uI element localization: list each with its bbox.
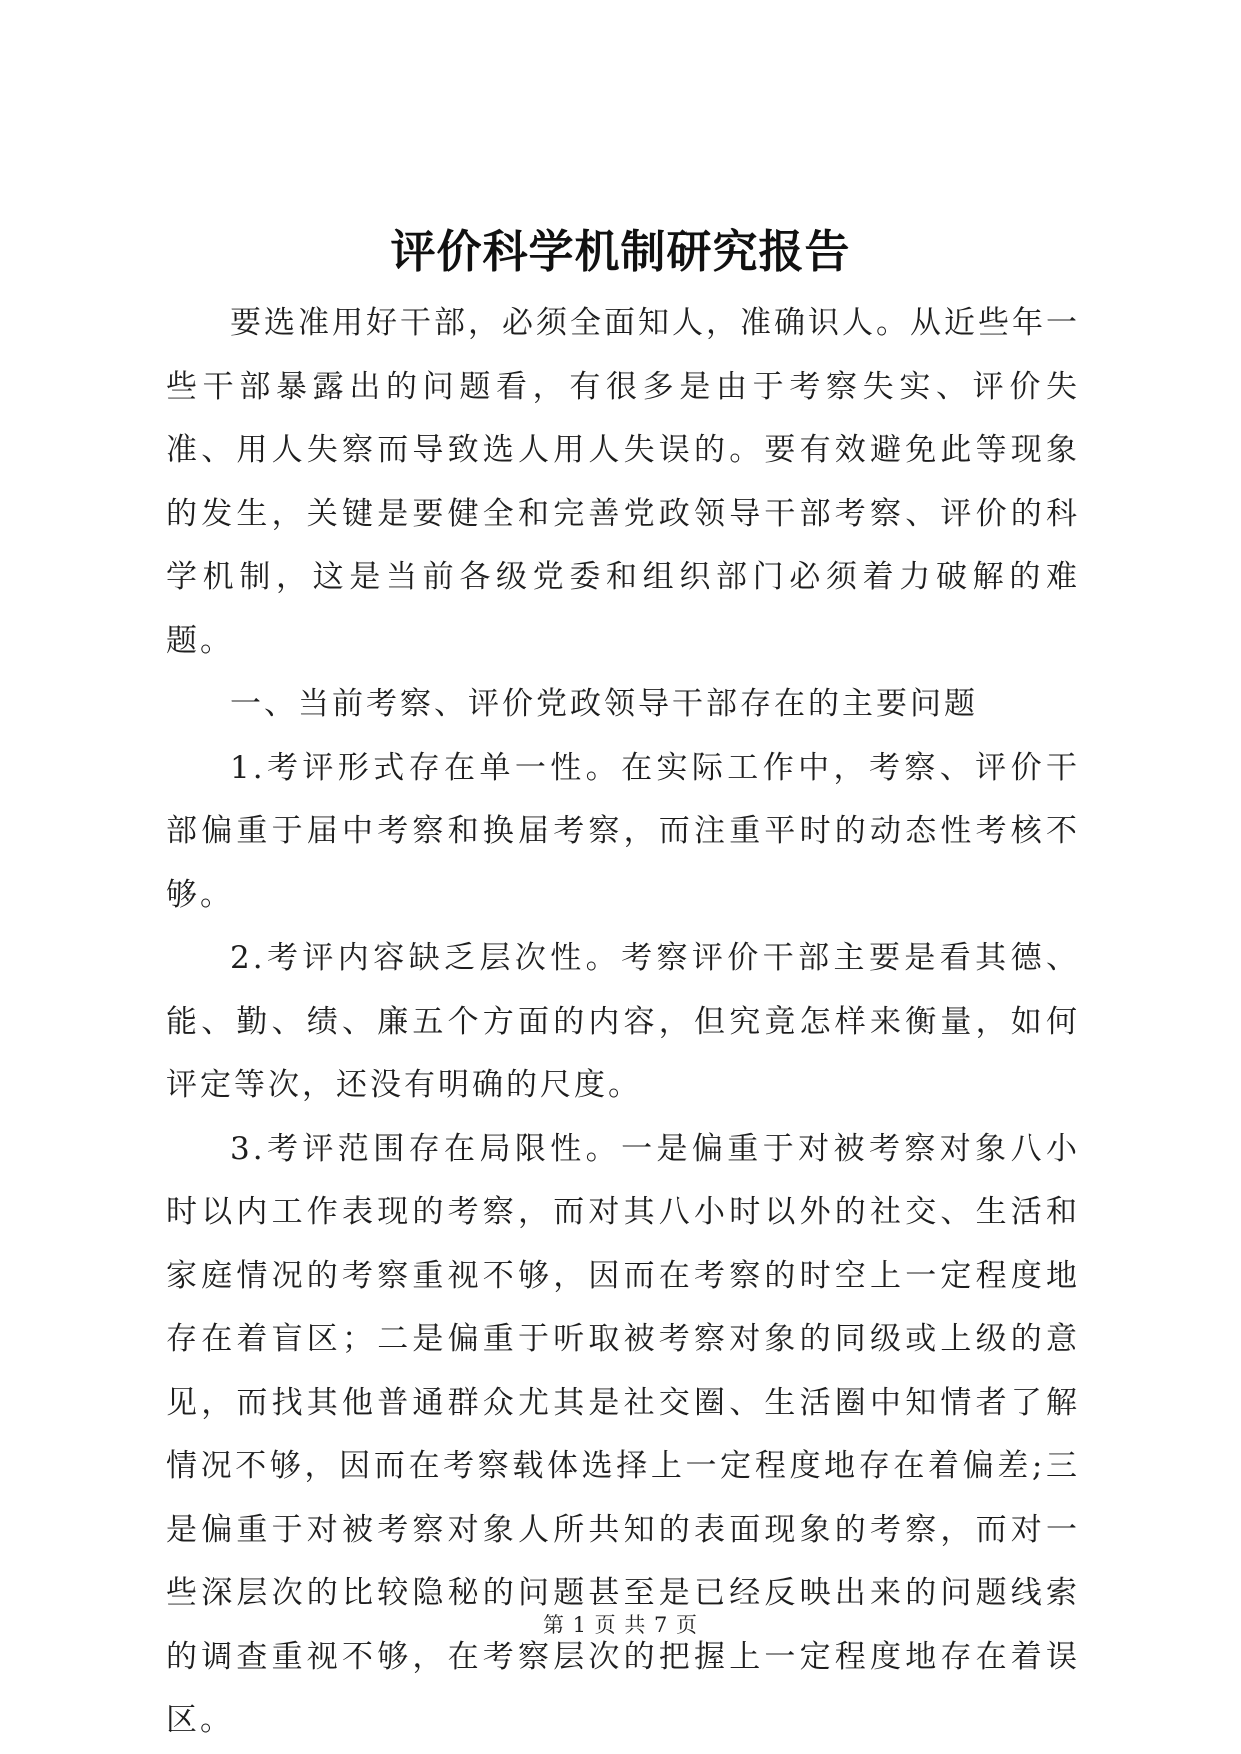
document-title: 评价科学机制研究报告 xyxy=(390,225,851,278)
paragraph-point-1: 1.考评形式存在单一性。在实际工作中，考察、评价干部偏重于届中考察和换届考察，而注重平时的动态性考核不够。 xyxy=(166,749,1080,913)
paragraph-point-3: 3.考评范围存在局限性。一是偏重于对被考察对象八小时以内工作表现的考察，而对其八小时以外的社交、生活和家庭情况的考察重视不够，因而在考察的时空上一定程度地存在着盲区；二是偏重于听取被考察对象的同级或上级的意见，而找其他普通群众尤其是社交圈、生活圈中知情者了解情况不够，因而在考察载体选择上一定程度地存在着偏差;三是偏重于对被考察对象人所共知的表面现象的考察，而对一些深层次的比较隐秘的问题甚至是已经反映出来的问题线索的调查重视不够，在考察层次的把握上一定程度地存在着误区。 xyxy=(166,1130,1080,1738)
document-body xyxy=(166,292,1080,1753)
paragraph-point-2: 2.考评内容缺乏层次性。考察评价干部主要是看其德、能、勤、绩、廉五个方面的内容，但究竟怎样来衡量，如何评定等次，还没有明确的尺度。 xyxy=(166,940,1080,1103)
paragraph-intro: 要选准用好干部，必须全面知人，准确识人。从近些年一些干部暴露出的问题看，有很多是由于考察失实、评价失准、用人失察而导致选人用人失误的。要有效避免此等现象的发生，关键是要健全和完善党政领导干部考察、评价的科学机制，这是当前各级党委和组织部门必须着力破解的难题。 xyxy=(166,305,1080,659)
section-heading: 一、当前考察、评价党政领导干部存在的主要问题 xyxy=(230,686,978,722)
page-number-footer: 第 1 页 共 7 页 xyxy=(542,1613,699,1637)
